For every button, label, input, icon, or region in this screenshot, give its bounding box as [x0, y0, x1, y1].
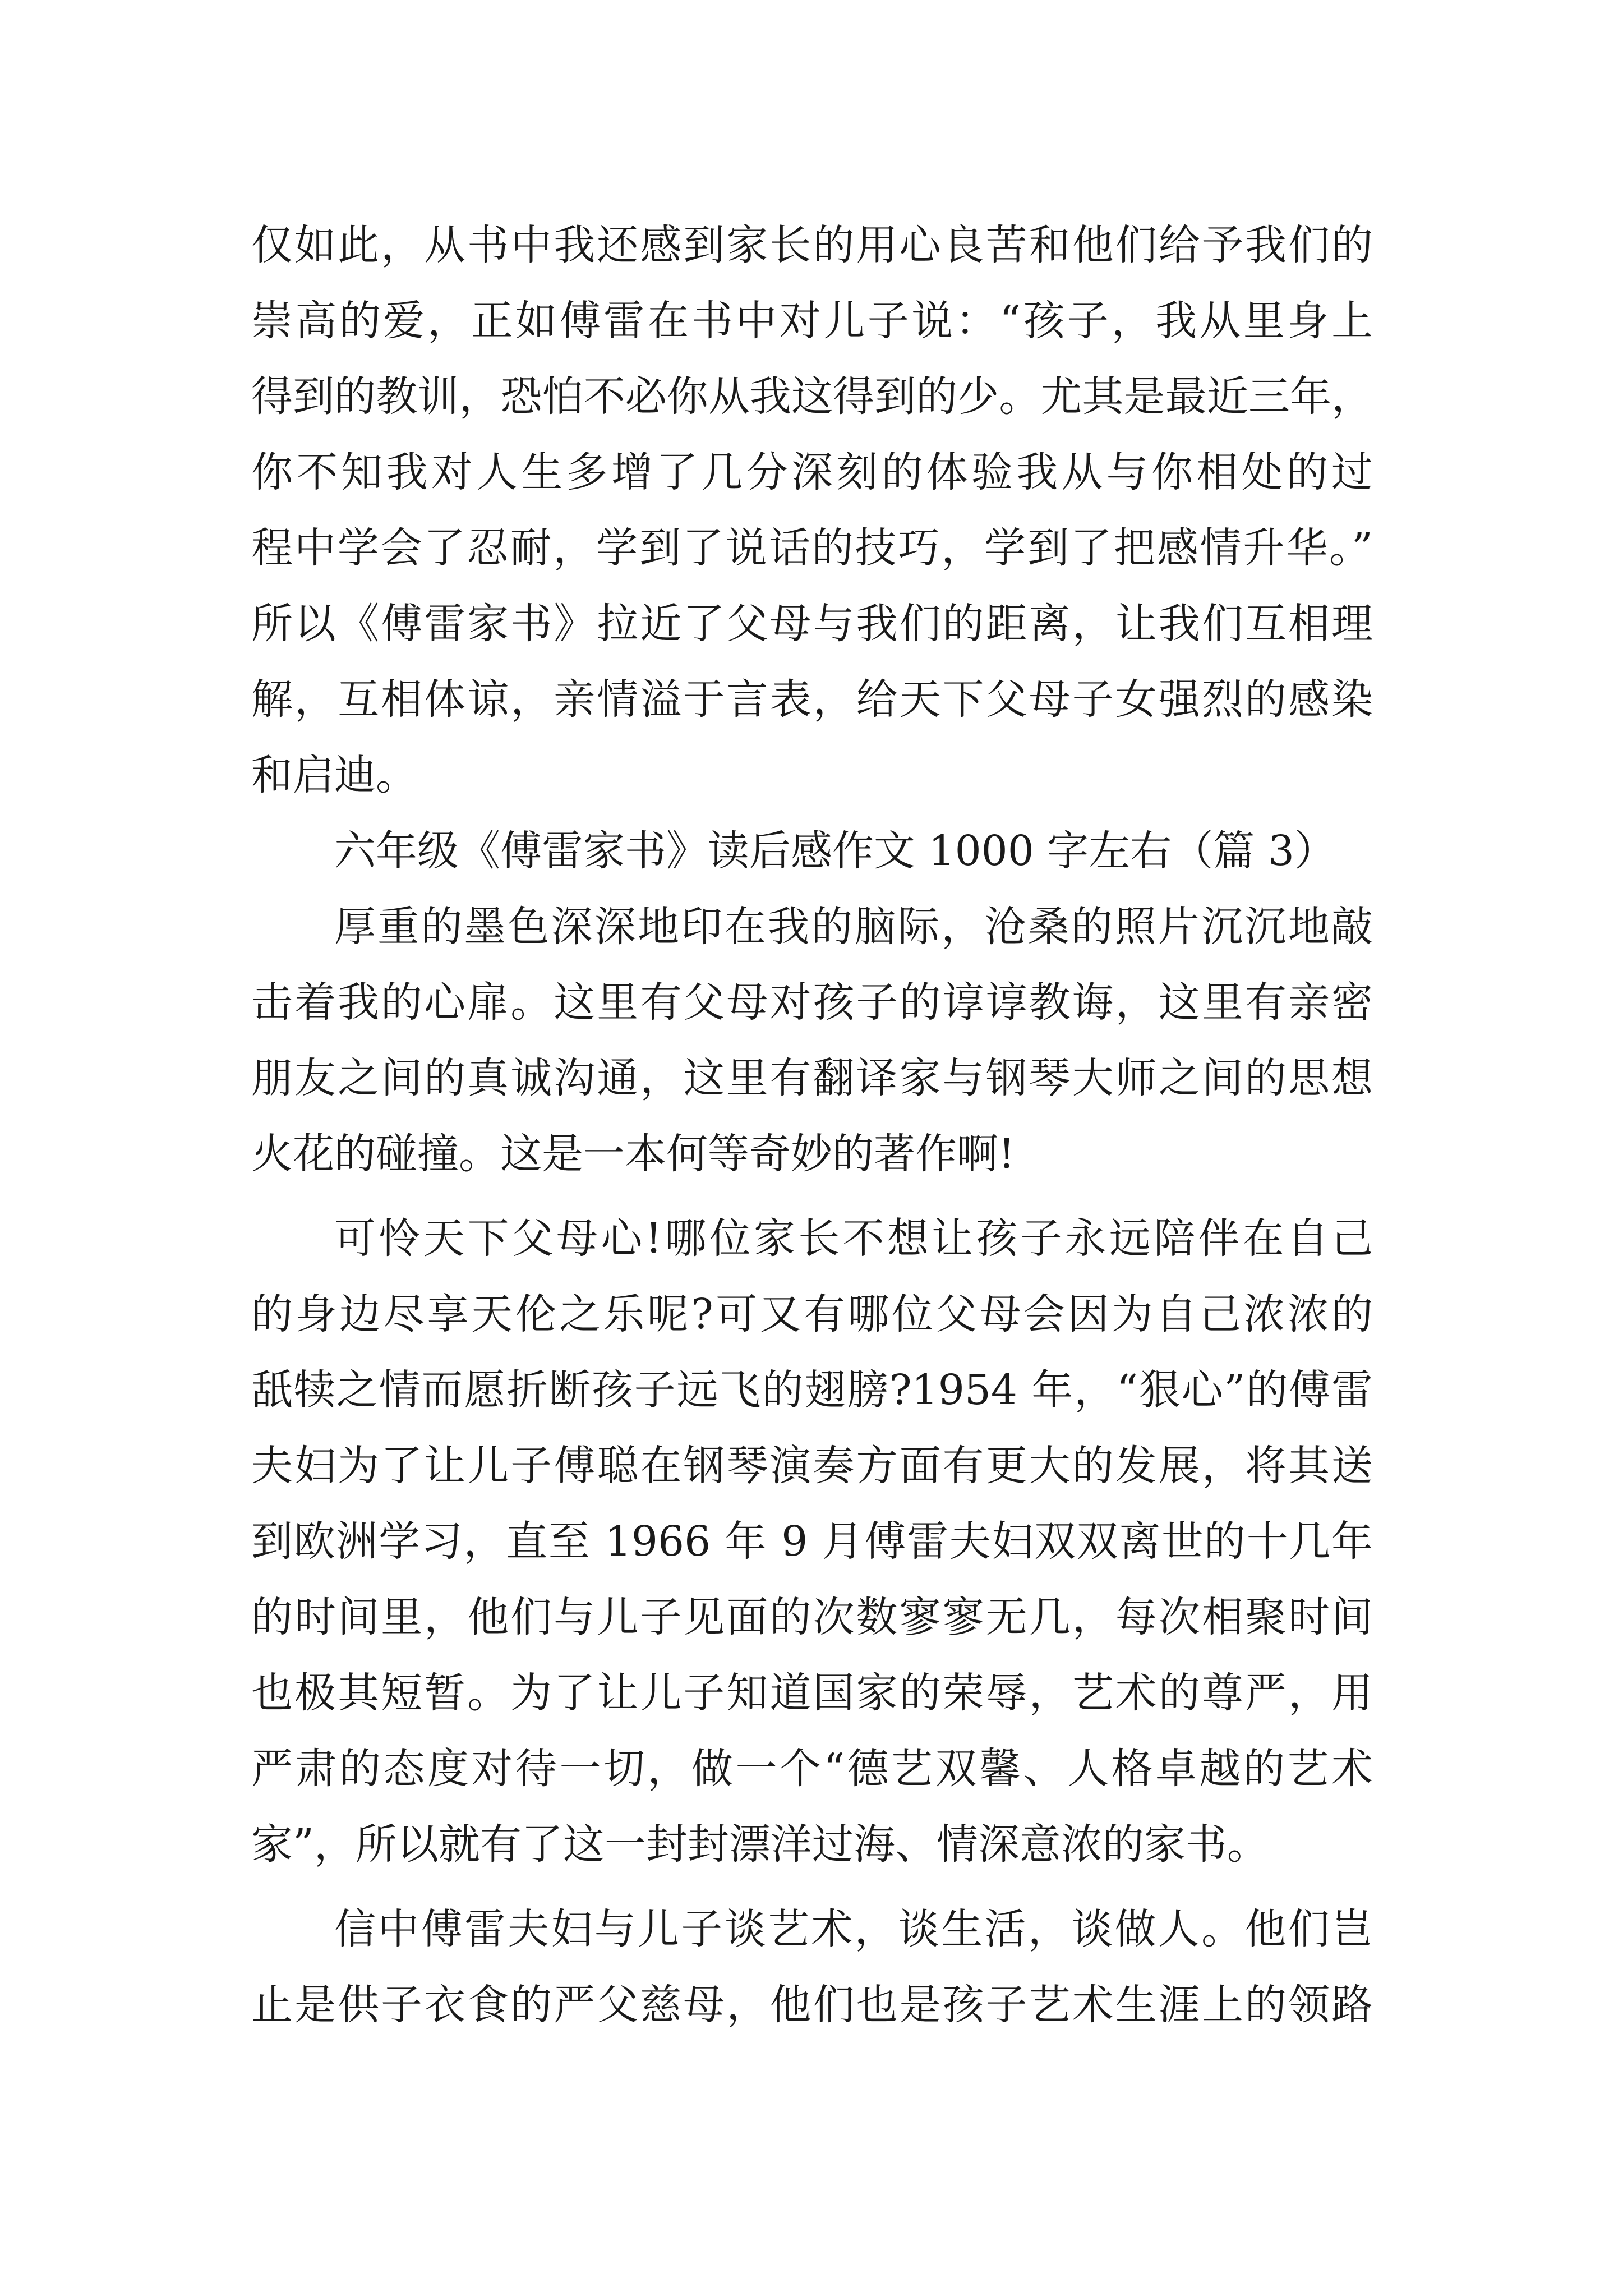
text-line: 也极其短暂。为了让儿子知道国家的荣辱，艺术的尊严，用	[251, 1669, 1373, 1717]
text-line: 的时间里，他们与儿子见面的次数寥寥无几，每次相聚时间	[251, 1593, 1373, 1641]
text-line: 严肃的态度对待一切，做一个“德艺双馨、人格卓越的艺术	[251, 1745, 1373, 1793]
section-heading: 六年级《傅雷家书》读后感作文 1000 字左右（篇 3）	[334, 827, 1336, 875]
text-line: 到欧洲学习，直至 1966 年 9 月傅雷夫妇双双离世的十几年	[251, 1517, 1373, 1566]
text-line: 朋友之间的真诚沟通，这里有翻译家与钢琴大师之间的思想	[251, 1054, 1373, 1102]
paragraph-3	[251, 1201, 1373, 1883]
text-line: 信中傅雷夫妇与儿子谈艺术，谈生活，谈做人。他们岂	[334, 1905, 1373, 1953]
text-line: 厚重的墨色深深地印在我的脑际，沧桑的照片沉沉地敲	[334, 903, 1373, 951]
text-line: 和启迪。	[251, 751, 417, 799]
paragraph-2	[251, 889, 1373, 1192]
text-line: 程中学会了忍耐，学到了说话的技巧，学到了把感情升华。”	[251, 524, 1373, 572]
text-line: 火花的碰撞。这是一本何等奇妙的著作啊!	[251, 1130, 1015, 1178]
text-line: 的身边尽享天伦之乐呢?可又有哪位父母会因为自己浓浓的	[251, 1290, 1373, 1338]
text-line: 所以《傅雷家书》拉近了父母与我们的距离，让我们互相理	[251, 600, 1373, 648]
text-line: 仅如此，从书中我还感到家长的用心良苦和他们给予我们的	[251, 221, 1373, 269]
text-line: 夫妇为了让儿子傅聪在钢琴演奏方面有更大的发展，将其送	[251, 1442, 1373, 1490]
text-line: 解，互相体谅，亲情溢于言表，给天下父母子女强烈的感染	[251, 675, 1373, 724]
paragraph-4	[251, 1892, 1373, 2043]
text-line: 得到的教训，恐怕不必你从我这得到的少。尤其是最近三年，	[251, 372, 1373, 421]
document-body	[251, 208, 1373, 2043]
text-line: 击着我的心扉。这里有父母对孩子的谆谆教诲，这里有亲密	[251, 978, 1373, 1027]
text-line: 崇高的爱，正如傅雷在书中对儿子说：“孩子，我从里身上	[251, 297, 1373, 345]
text-line: 家”，所以就有了这一封封漂洋过海、情深意浓的家书。	[251, 1820, 1269, 1869]
text-line: 舐犊之情而愿折断孩子远飞的翅膀?1954 年，“狠心”的傅雷	[251, 1366, 1373, 1414]
text-line: 你不知我对人生多增了几分深刻的体验我从与你相处的过	[251, 448, 1373, 496]
text-line: 可怜天下父母心!哪位家长不想让孩子永远陪伴在自己	[334, 1214, 1373, 1263]
text-line: 止是供子衣食的严父慈母，他们也是孩子艺术生涯上的领路	[251, 1981, 1373, 2029]
paragraph-1	[251, 208, 1373, 813]
